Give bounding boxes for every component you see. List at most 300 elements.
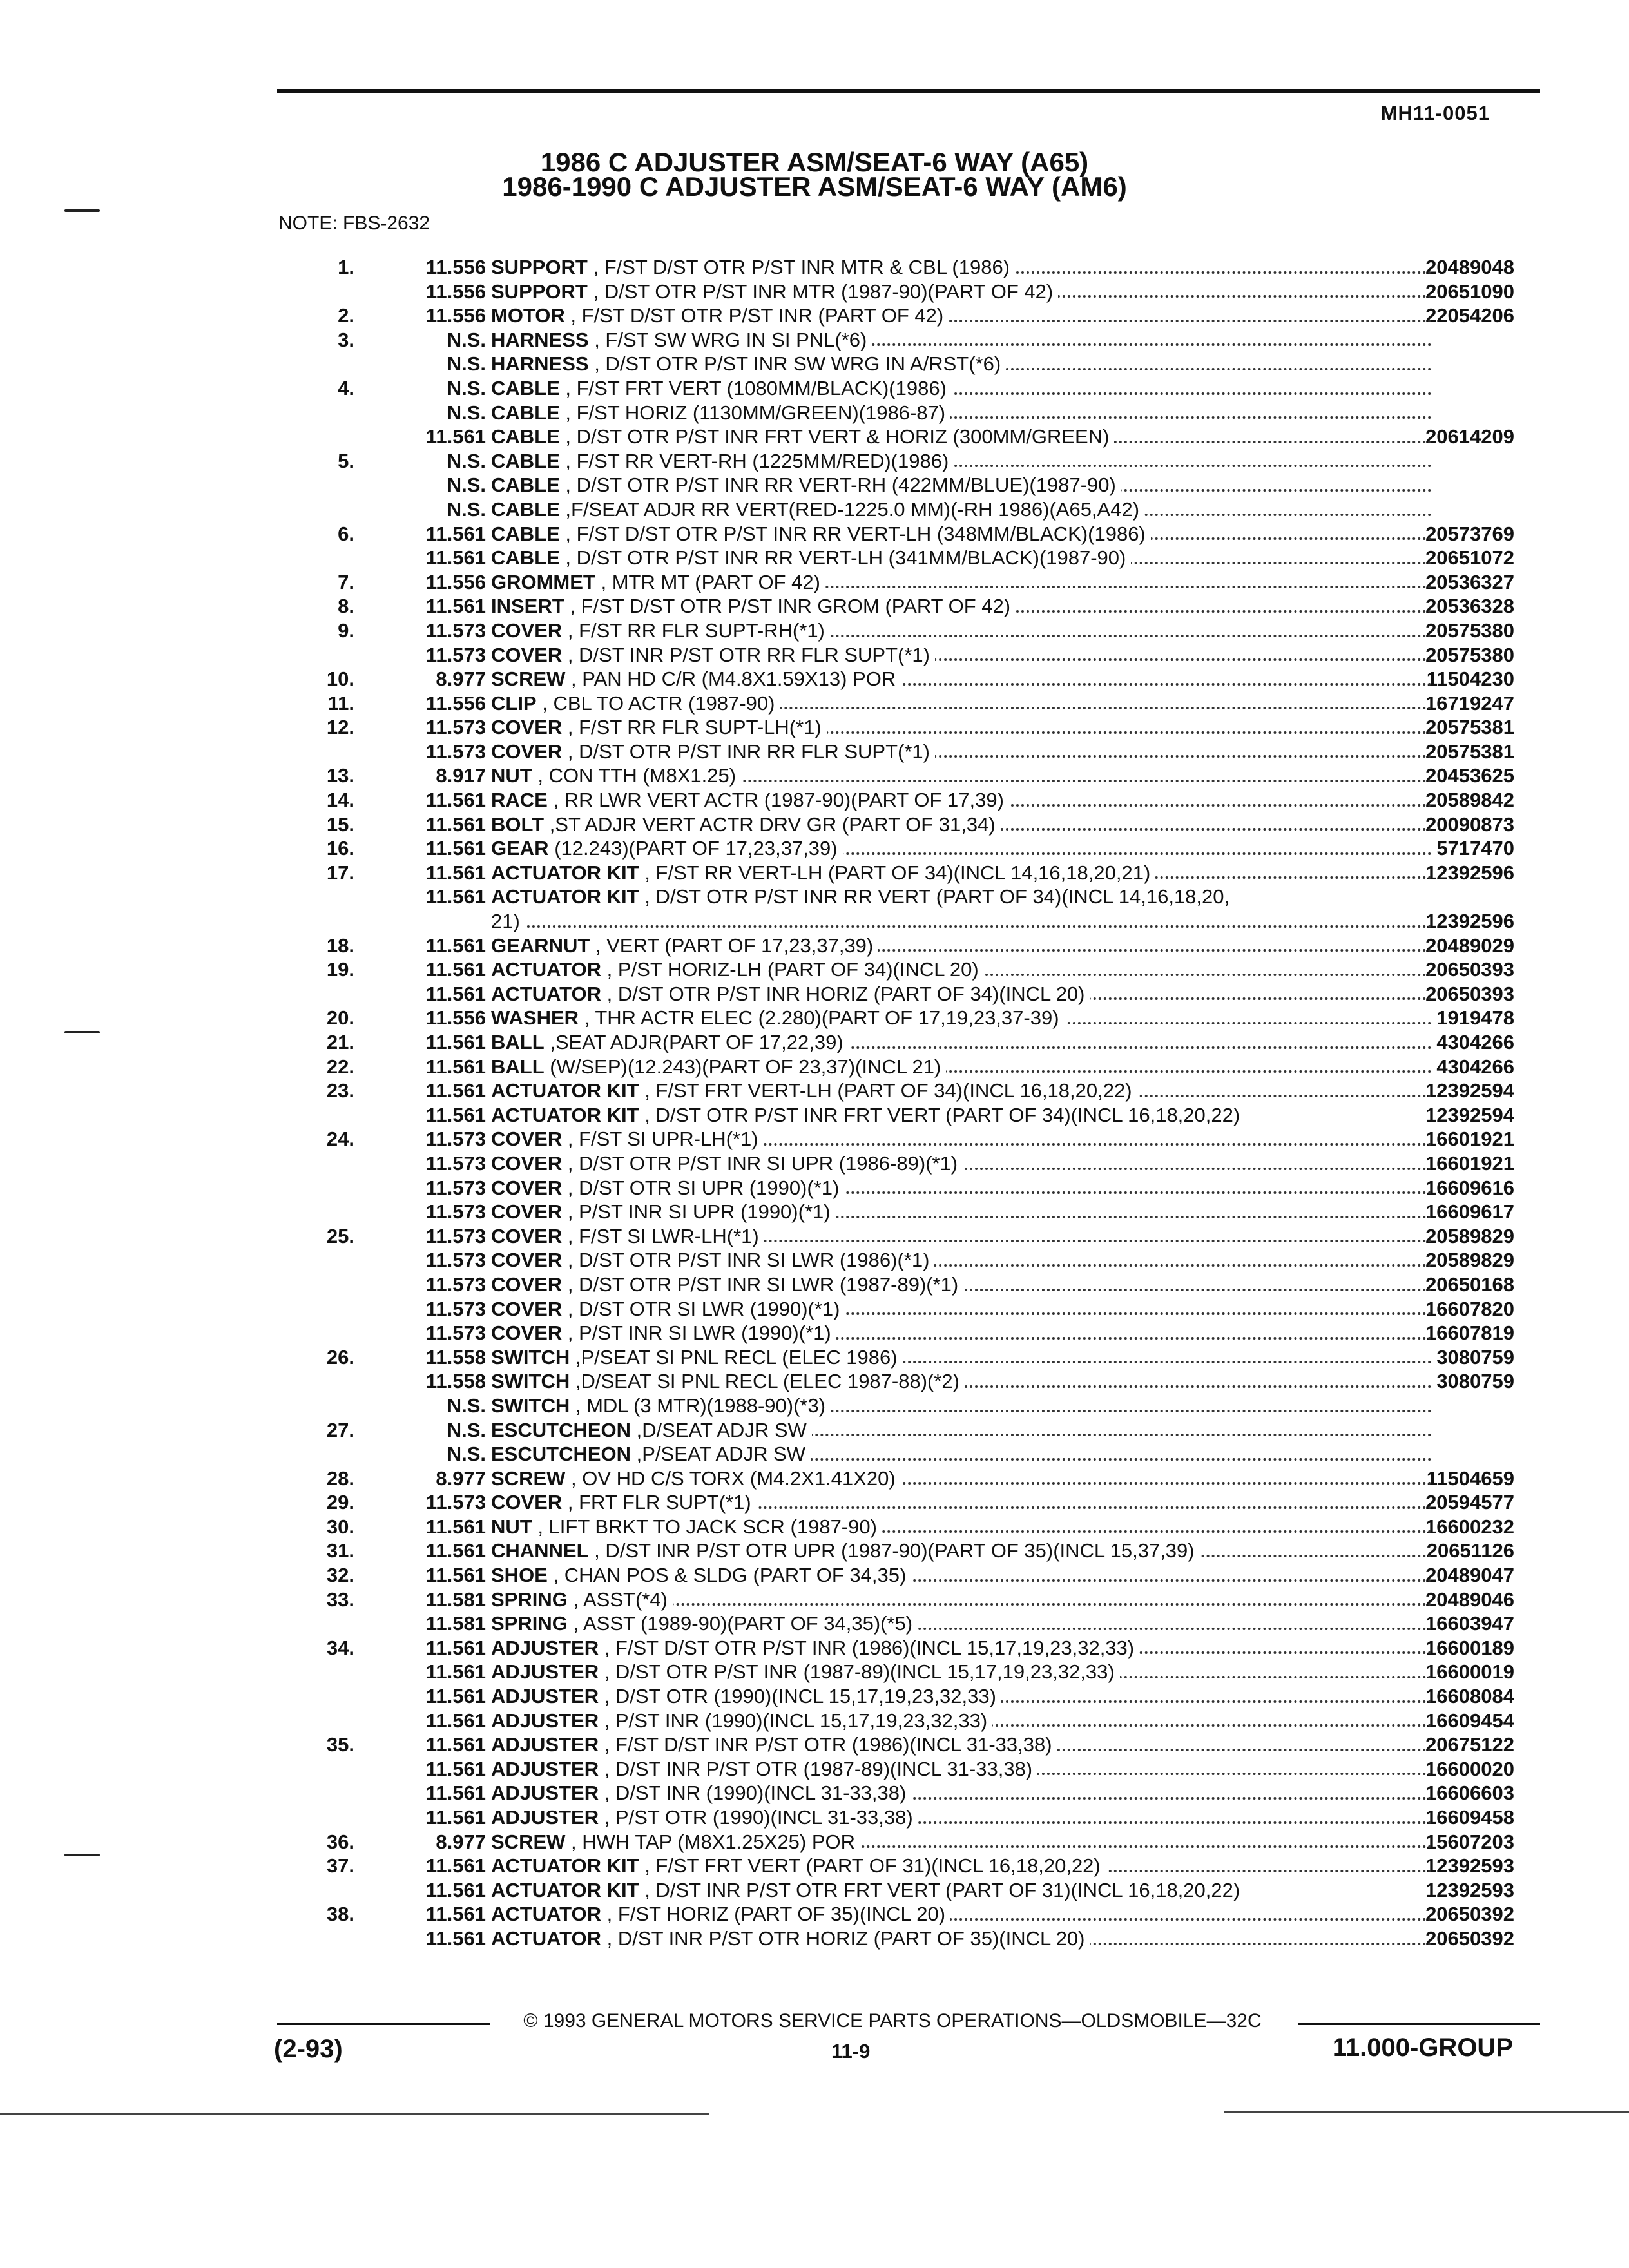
item-number: 14. — [326, 789, 354, 812]
part-detail: , D/ST OTR SI LWR (1990)(*1) — [562, 1297, 840, 1320]
note: NOTE: FBS-2632 — [278, 213, 430, 234]
part-row — [271, 667, 1514, 691]
part-detail: ,SEAT ADJR(PART OF 17,22,39) — [544, 1031, 843, 1053]
part-name: CABLE — [491, 449, 560, 472]
part-number: 4304266 — [1436, 1055, 1514, 1078]
part-number: 20650392 — [1425, 1903, 1514, 1926]
part-name: SUPPORT — [491, 256, 588, 278]
part-detail: ,P/SEAT SI PNL RECL (ELEC 1986) — [570, 1345, 898, 1369]
part-name: ACTUATOR — [491, 958, 602, 981]
part-detail: , D/ST INR P/ST OTR RR FLR SUPT(*1) — [562, 643, 930, 666]
item-number: 3. — [338, 328, 354, 351]
part-name: CABLE — [491, 546, 560, 570]
bottom-rule — [0, 2113, 709, 2115]
item-number: 4. — [338, 376, 354, 399]
part-name: COVER — [491, 740, 563, 763]
part-row — [271, 1224, 1514, 1249]
item-number: 12. — [326, 716, 354, 739]
part-description — [491, 1394, 1432, 1418]
part-description — [491, 1563, 1432, 1588]
group-code: 11.561 — [425, 1733, 486, 1756]
part-row — [271, 1563, 1514, 1588]
part-number: 12392593 — [1425, 1854, 1514, 1878]
part-detail: , P/ST INR (1990)(INCL 15,17,19,23,32,33) — [599, 1709, 988, 1732]
part-description — [491, 1369, 1432, 1394]
item-number: 28. — [326, 1466, 354, 1490]
part-name: ACTUATOR KIT — [491, 1079, 639, 1102]
item-number: 19. — [326, 958, 354, 981]
item-number: 25. — [326, 1224, 354, 1247]
part-detail: , F/ST FRT VERT-LH (PART OF 34)(INCL 16,18,20,22) — [639, 1079, 1132, 1102]
part-name: ACTUATOR KIT — [491, 1854, 639, 1878]
part-name: ADJUSTER — [491, 1806, 599, 1829]
part-number: 16609616 — [1425, 1176, 1514, 1199]
footer-rule-left — [277, 2023, 490, 2025]
part-description — [491, 1660, 1432, 1684]
part-detail: , VERT (PART OF 17,23,37,39) — [590, 934, 874, 957]
part-detail: , D/ST OTR P/ST INR RR VERT-LH (341MM/BLACK)(1987-90) — [559, 546, 1126, 570]
part-name: COVER — [491, 1249, 563, 1272]
part-row — [271, 376, 1514, 401]
part-description — [491, 836, 1432, 861]
group-code: 11.581 — [425, 1612, 486, 1635]
part-detail: , D/ST INR P/ST OTR (1987-89)(INCL 31-33,38) — [599, 1757, 1033, 1780]
part-name: NUT — [491, 764, 532, 787]
part-detail: ,D/SEAT SI PNL RECL (ELEC 1987-88)(*2) — [570, 1370, 959, 1393]
part-description — [491, 740, 1432, 764]
part-detail: , D/ST OTR P/ST INR RR VERT (PART OF 34)(INCL 14,16,18,20, — [639, 885, 1230, 908]
part-detail: , D/ST INR (1990)(INCL 31-33,38) — [599, 1782, 907, 1805]
group-code: 11.561 — [425, 934, 486, 957]
part-description — [491, 425, 1432, 449]
part-description — [491, 280, 1432, 304]
group-code: N.S. — [447, 1394, 486, 1417]
part-number: 12392593 — [1425, 1878, 1514, 1901]
group-code: N.S. — [447, 328, 486, 351]
part-row — [271, 643, 1514, 668]
part-name: SHOE — [491, 1564, 548, 1587]
group-code: 11.573 — [425, 619, 486, 642]
part-row — [271, 788, 1514, 812]
part-name: HARNESS — [491, 352, 589, 376]
group-code: 11.561 — [425, 1660, 486, 1684]
item-number: 18. — [326, 934, 354, 957]
part-description — [491, 1418, 1432, 1443]
page-title: 1986 C ADJUSTER ASM/SEAT-6 WAY (A65) — [540, 147, 1089, 177]
part-number: 20573769 — [1425, 522, 1514, 545]
document-id: MH11-0051 — [1380, 102, 1490, 124]
part-description — [491, 667, 1432, 691]
page-number: 11-9 — [831, 2040, 871, 2062]
part-row — [271, 1394, 1514, 1418]
part-number: 20589829 — [1425, 1224, 1514, 1247]
part-row — [271, 1055, 1514, 1079]
item-number: 9. — [338, 619, 354, 642]
group-code: 11.561 — [425, 1854, 486, 1878]
part-description — [491, 1515, 1432, 1539]
part-row — [271, 1103, 1514, 1128]
part-detail: , CBL TO ACTR (1987-90) — [536, 691, 775, 715]
part-detail: , PAN HD C/R (M4.8X1.59X13) POR — [565, 668, 896, 691]
part-name: COVER — [491, 1224, 563, 1247]
part-name: CABLE — [491, 497, 560, 521]
group-code: 11.561 — [425, 1031, 486, 1053]
part-number: 16607820 — [1425, 1297, 1514, 1320]
part-detail: , F/ST D/ST OTR P/ST INR (PART OF 42) — [564, 304, 944, 327]
group-code: 11.561 — [425, 837, 486, 860]
part-row — [271, 522, 1514, 546]
part-row — [271, 1273, 1514, 1297]
part-detail: , F/ST RR FLR SUPT-LH(*1) — [562, 716, 822, 739]
item-number: 10. — [326, 668, 354, 691]
part-number: 20575380 — [1425, 619, 1514, 642]
group-code: 11.561 — [425, 1685, 486, 1708]
part-name: COVER — [491, 716, 563, 739]
part-detail: , D/ST INR P/ST OTR FRT VERT (PART OF 31)(INCL 16,18,20,22) — [639, 1878, 1240, 1901]
bottom-rule — [1224, 2111, 1629, 2113]
item-number: 5. — [338, 449, 354, 472]
group-code: 8.977 — [436, 1830, 486, 1853]
part-description — [491, 449, 1432, 474]
part-description — [491, 1466, 1432, 1491]
item-number: 30. — [326, 1515, 354, 1538]
group-code: 11.561 — [425, 1564, 486, 1587]
footer-rule-right — [1298, 2023, 1540, 2025]
part-name: COVER — [491, 1491, 563, 1514]
item-number: 1. — [338, 256, 354, 278]
part-row — [271, 1588, 1514, 1612]
group-code: 11.561 — [425, 595, 486, 618]
part-number: 3080759 — [1436, 1345, 1514, 1369]
group-code: 11.561 — [425, 1709, 486, 1732]
part-detail: , D/ST OTR P/ST INR SI LWR (1986)(*1) — [562, 1249, 930, 1272]
part-name: MOTOR — [491, 304, 565, 327]
group-code: 11.573 — [425, 1491, 486, 1514]
part-number: 20589842 — [1425, 789, 1514, 812]
part-number: 20651090 — [1425, 280, 1514, 303]
item-number: 15. — [326, 812, 354, 836]
part-detail: , ASST (1989-90)(PART OF 34,35)(*5) — [567, 1612, 913, 1635]
part-description — [491, 1927, 1432, 1951]
part-number: 16601921 — [1425, 1151, 1514, 1175]
group-code: 11.558 — [425, 1370, 486, 1393]
part-description — [491, 1297, 1432, 1321]
part-row — [271, 836, 1514, 861]
group-number: 11.000-GROUP — [1332, 2033, 1513, 2062]
part-name: ACTUATOR KIT — [491, 1103, 639, 1126]
part-description — [491, 1878, 1432, 1903]
part-description — [491, 885, 1432, 909]
group-code: N.S. — [447, 497, 486, 521]
part-number: 16601921 — [1425, 1128, 1514, 1151]
part-detail: , P/ST OTR (1990)(INCL 31-33,38) — [599, 1806, 913, 1829]
group-code: 8.977 — [436, 1466, 486, 1490]
part-name: HARNESS — [491, 328, 589, 351]
group-code: 11.561 — [425, 1636, 486, 1659]
group-code: 11.561 — [425, 546, 486, 570]
part-row — [271, 1902, 1514, 1927]
part-name: COVER — [491, 1321, 563, 1345]
part-number: 16609617 — [1425, 1200, 1514, 1224]
part-detail: , FRT FLR SUPT(*1) — [562, 1491, 751, 1514]
part-description — [491, 1030, 1432, 1055]
part-name: ACTUATOR — [491, 1903, 602, 1926]
part-number: 20650393 — [1425, 982, 1514, 1005]
part-number: 20090873 — [1425, 812, 1514, 836]
group-code: 11.573 — [425, 1176, 486, 1199]
part-row — [271, 1684, 1514, 1709]
parts-list — [271, 255, 1514, 1951]
part-description — [491, 1805, 1432, 1830]
part-row — [271, 1830, 1514, 1854]
group-code: 11.561 — [425, 1757, 486, 1780]
part-description — [491, 957, 1432, 982]
part-name: SUPPORT — [491, 280, 588, 303]
part-row — [271, 328, 1514, 352]
group-code: 11.561 — [425, 1539, 486, 1562]
part-number: 16608084 — [1425, 1685, 1514, 1708]
part-row — [271, 885, 1514, 909]
part-name: ACTUATOR — [491, 982, 602, 1005]
group-code: 11.573 — [425, 643, 486, 666]
group-code: 11.561 — [425, 1055, 486, 1078]
part-description — [491, 1273, 1432, 1297]
part-number: 15607203 — [1425, 1830, 1514, 1853]
part-description — [491, 1176, 1432, 1200]
part-description — [491, 764, 1432, 788]
part-description — [491, 1127, 1432, 1151]
part-row — [271, 1709, 1514, 1733]
part-row — [271, 740, 1514, 764]
part-row — [271, 619, 1514, 643]
part-name: SCREW — [491, 1466, 566, 1490]
part-description — [491, 982, 1432, 1006]
part-description — [491, 1248, 1432, 1273]
part-number: 20651072 — [1425, 546, 1514, 570]
part-number: 12392594 — [1425, 1103, 1514, 1126]
part-description — [491, 1684, 1432, 1709]
item-number: 23. — [326, 1079, 354, 1102]
part-detail: , P/ST INR SI UPR (1990)(*1) — [562, 1200, 831, 1224]
part-row — [271, 497, 1514, 522]
part-name: COVER — [491, 1151, 563, 1175]
part-row — [271, 425, 1514, 449]
group-code: 11.573 — [425, 1128, 486, 1151]
part-name: ACTUATOR — [491, 1927, 602, 1950]
part-row — [271, 909, 1514, 934]
copyright: © 1993 GENERAL MOTORS SERVICE PARTS OPERATIONS—OLDSMOBILE—32C — [523, 2010, 1262, 2032]
part-detail: , D/ST OTR P/ST INR (1987-89)(INCL 15,17,19,23,32,33) — [599, 1660, 1115, 1684]
item-number: 33. — [326, 1588, 354, 1611]
part-number: 12392596 — [1425, 861, 1514, 884]
part-row — [271, 1466, 1514, 1491]
part-description — [491, 1200, 1432, 1224]
group-code: 11.556 — [425, 256, 486, 278]
part-detail: , D/ST OTR P/ST INR SW WRG IN A/RST(*6) — [588, 352, 1001, 376]
part-detail: , P/ST INR SI LWR (1990)(*1) — [562, 1321, 831, 1345]
binding-mark — [64, 1031, 100, 1033]
part-row — [271, 546, 1514, 570]
part-detail: , F/ST SI UPR-LH(*1) — [562, 1128, 758, 1151]
part-number: 20575381 — [1425, 716, 1514, 739]
item-number: 35. — [326, 1733, 354, 1756]
part-number: 20675122 — [1425, 1733, 1514, 1756]
part-row — [271, 1757, 1514, 1782]
group-code: 11.561 — [425, 958, 486, 981]
part-detail: , D/ST OTR P/ST INR HORIZ (PART OF 34)(INCL 20) — [601, 982, 1085, 1005]
part-name: CLIP — [491, 691, 537, 715]
item-number: 24. — [326, 1128, 354, 1151]
group-code: 11.561 — [425, 1079, 486, 1102]
part-detail: , D/ST INR P/ST OTR UPR (1987-90)(PART OF 35)(INCL 15,37,39) — [588, 1539, 1195, 1562]
part-description — [491, 303, 1432, 328]
part-name: CABLE — [491, 474, 560, 497]
part-row — [271, 449, 1514, 474]
part-row — [271, 280, 1514, 304]
part-detail: ,P/SEAT ADJR SW — [631, 1443, 806, 1466]
part-row — [271, 715, 1514, 740]
binding-mark — [64, 1854, 100, 1856]
group-code: 8.917 — [436, 764, 486, 787]
part-number: 5717470 — [1436, 837, 1514, 860]
item-number: 6. — [338, 522, 354, 545]
part-row — [271, 352, 1514, 376]
binding-mark — [64, 209, 100, 212]
item-number: 7. — [338, 570, 354, 593]
part-detail: (12.243)(PART OF 17,23,37,39) — [548, 837, 838, 860]
item-number: 32. — [326, 1564, 354, 1587]
part-number: 1919478 — [1436, 1006, 1514, 1030]
part-name: BOLT — [491, 812, 545, 836]
part-row — [271, 1030, 1514, 1055]
group-code: 11.573 — [425, 1321, 486, 1345]
part-detail: , D/ST INR P/ST OTR HORIZ (PART OF 35)(INCL 20) — [601, 1927, 1085, 1950]
part-detail: ,ST ADJR VERT ACTR DRV GR (PART OF 31,34) — [544, 812, 996, 836]
part-row — [271, 1611, 1514, 1636]
part-description — [491, 1854, 1432, 1878]
part-description — [491, 1733, 1432, 1757]
part-number: 20489046 — [1425, 1588, 1514, 1611]
part-name: ADJUSTER — [491, 1757, 599, 1780]
part-name: SWITCH — [491, 1345, 570, 1369]
part-detail: , F/ST SI LWR-LH(*1) — [562, 1224, 759, 1247]
group-code: N.S. — [447, 474, 486, 497]
part-description — [491, 1490, 1432, 1515]
part-detail: , OV HD C/S TORX (M4.2X1.41X20) — [565, 1466, 896, 1490]
part-number: 16600189 — [1425, 1636, 1514, 1659]
part-number: 20650168 — [1425, 1273, 1514, 1296]
item-number: 13. — [326, 764, 354, 787]
part-detail: , ASST(*4) — [567, 1588, 668, 1611]
group-code: 11.556 — [425, 1006, 486, 1030]
part-detail: , CON TTH (M8X1.25) — [532, 764, 737, 787]
group-code: 11.561 — [425, 522, 486, 545]
part-row — [271, 1176, 1514, 1200]
part-description — [491, 1442, 1432, 1466]
item-number: 37. — [326, 1854, 354, 1878]
group-code: 11.573 — [425, 1151, 486, 1175]
part-number: 12392596 — [1425, 910, 1514, 933]
group-code: 8.977 — [436, 668, 486, 691]
group-code: N.S. — [447, 352, 486, 376]
part-detail: (W/SEP)(12.243)(PART OF 23,37)(INCL 21) — [544, 1055, 941, 1078]
part-row — [271, 1127, 1514, 1151]
part-row — [271, 1321, 1514, 1345]
part-detail: , P/ST HORIZ-LH (PART OF 34)(INCL 20) — [601, 958, 979, 981]
part-number: 11504659 — [1426, 1466, 1514, 1490]
part-detail: , THR ACTR ELEC (2.280)(PART OF 17,19,23,37-39) — [579, 1006, 1059, 1030]
part-description — [491, 1345, 1432, 1370]
part-number: 16609458 — [1425, 1806, 1514, 1829]
part-name: SCREW — [491, 668, 566, 691]
part-detail: , D/ST OTR P/ST INR MTR (1987-90)(PART OF 42) — [587, 280, 1054, 303]
part-number: 20575381 — [1425, 740, 1514, 763]
group-code: 11.561 — [425, 812, 486, 836]
part-number: 20594577 — [1425, 1491, 1514, 1514]
group-code: N.S. — [447, 1443, 486, 1466]
part-detail: , MTR MT (PART OF 42) — [595, 570, 820, 593]
part-name: CABLE — [491, 425, 560, 448]
part-name: RACE — [491, 789, 548, 812]
group-code: 11.556 — [425, 691, 486, 715]
part-name: SPRING — [491, 1588, 568, 1611]
part-row — [271, 1490, 1514, 1515]
part-detail: , D/ST OTR P/ST INR FRT VERT (PART OF 34)(INCL 16,18,20,22) — [639, 1103, 1240, 1126]
part-number: 16603947 — [1425, 1612, 1514, 1635]
part-number: 20650393 — [1425, 958, 1514, 981]
part-description — [491, 473, 1432, 497]
part-number: 11504230 — [1426, 668, 1514, 691]
part-row — [271, 1515, 1514, 1539]
part-row — [271, 1200, 1514, 1224]
part-detail: ,F/SEAT ADJR RR VERT(RED-1225.0 MM)(-RH 1986)(A65,A42) — [559, 497, 1140, 521]
part-description — [491, 570, 1432, 595]
part-detail: , D/ST OTR P/ST INR SI LWR (1987-89)(*1) — [562, 1273, 959, 1296]
part-row — [271, 1151, 1514, 1176]
part-number: 16600019 — [1425, 1660, 1514, 1684]
part-name: WASHER — [491, 1006, 579, 1030]
part-detail: , F/ST HORIZ (PART OF 35)(INCL 20) — [601, 1903, 946, 1926]
part-name: ACTUATOR KIT — [491, 885, 639, 908]
part-description — [491, 255, 1432, 280]
part-description — [491, 1006, 1432, 1030]
part-detail: , F/ST D/ST OTR P/ST INR MTR & CBL (1986) — [587, 256, 1010, 278]
part-detail: , HWH TAP (M8X1.25X25) POR — [565, 1830, 856, 1853]
part-row — [271, 303, 1514, 328]
part-row — [271, 934, 1514, 958]
group-code: 11.573 — [425, 740, 486, 763]
part-description — [491, 546, 1432, 570]
item-number: 34. — [326, 1636, 354, 1659]
item-number: 20. — [326, 1006, 354, 1030]
group-code: 11.573 — [425, 716, 486, 739]
part-number: 20453625 — [1425, 764, 1514, 787]
group-code: 11.561 — [425, 1927, 486, 1950]
part-name: COVER — [491, 1128, 563, 1151]
part-row — [271, 1248, 1514, 1273]
part-description — [491, 328, 1432, 352]
item-number: 21. — [326, 1031, 354, 1053]
part-detail: , D/ST OTR P/ST INR FRT VERT & HORIZ (300MM/GREEN) — [559, 425, 1110, 448]
item-number: 17. — [326, 861, 354, 884]
part-row — [271, 473, 1514, 497]
group-code: 11.573 — [425, 1273, 486, 1296]
part-description — [491, 1055, 1432, 1079]
part-row — [271, 1369, 1514, 1394]
part-detail: , F/ST D/ST OTR P/ST INR GROM (PART OF 42) — [564, 595, 1011, 618]
group-code: 11.561 — [425, 1782, 486, 1805]
part-description — [491, 497, 1432, 522]
